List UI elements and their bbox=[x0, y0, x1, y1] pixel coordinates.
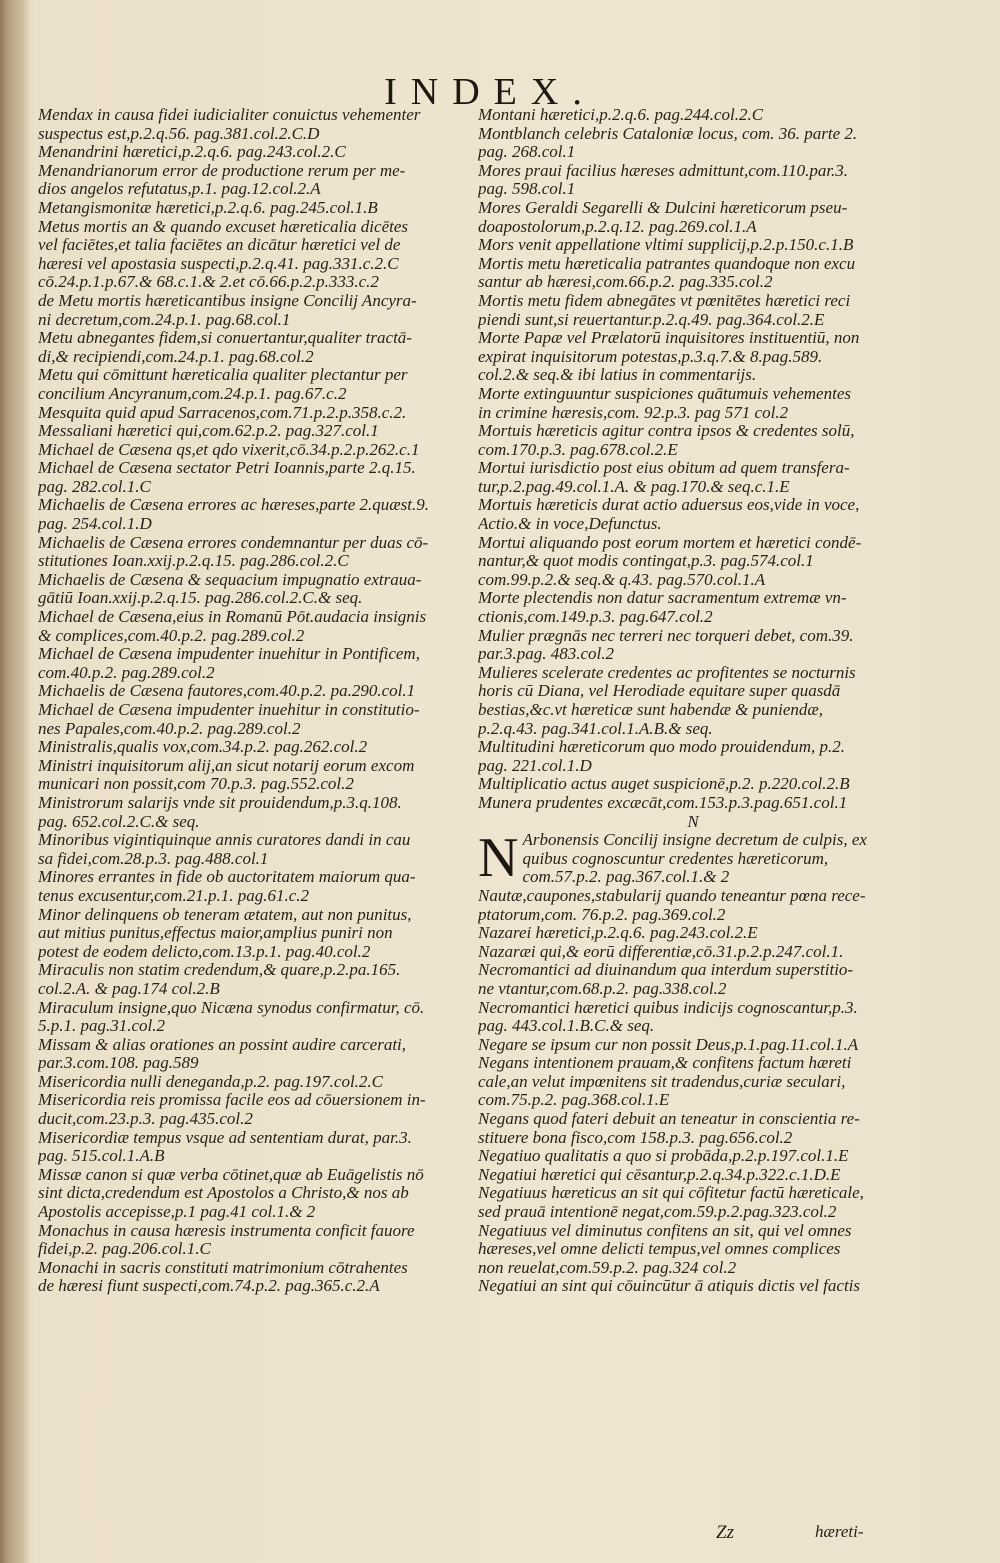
index-line: quibus cognoscuntur credentes hæreticorum, bbox=[522, 849, 829, 868]
index-line: Ministri inquisitorum alij,an sicut notarij eorum excom bbox=[38, 756, 415, 775]
index-line: ctionis,com.149.p.3. pag.647.col.2 bbox=[478, 608, 713, 627]
index-line: Montani hæretici,p.2.q.6. pag.244.col.2.C bbox=[478, 106, 764, 124]
index-line: Mores praui facilius hæreses admittunt,com.110.par.3. bbox=[478, 161, 849, 180]
index-line: sed prauā intentionē negat,com.59.p.2.pag.323.col.2 bbox=[478, 1203, 837, 1222]
index-line: & complices,com.40.p.2. pag.289.col.2 bbox=[38, 626, 305, 645]
index-line: Arbonensis Concilij insigne decretum de culpis, ex bbox=[522, 831, 867, 850]
index-line: Mendax in causa fidei iudicialiter conuictus vehementer bbox=[38, 106, 421, 124]
index-line: p.2.q.43. pag.341.col.1.A.B.& seq. bbox=[478, 719, 713, 738]
index-line: Metu abnegantes fidem,si conuertantur,qualiter tractā- bbox=[38, 329, 412, 348]
index-line: Morte Papæ vel Prælatorū inquisitores instituentiū, non bbox=[478, 329, 860, 348]
page-header: INDEX. bbox=[384, 71, 596, 113]
index-line: Mortui iurisdictio post eius obitum ad quem transfera- bbox=[478, 459, 850, 478]
index-line: Mulieres scelerate credentes ac profitentes se nocturnis bbox=[478, 663, 856, 682]
index-line: Mors venit appellatione vltimi supplicij,p.2.p.150.c.1.B bbox=[478, 236, 854, 255]
index-line: Metangismonitæ hæretici,p.2.q.6. pag.245.col.1.B bbox=[38, 198, 378, 217]
index-line: Michaelis de Cæsena errores ac hæreses,parte 2.quæst.9. bbox=[38, 496, 429, 515]
index-line: non reuelat,com.59.p.2. pag.324 col.2 bbox=[478, 1258, 737, 1277]
index-line: pag. 221.col.1.D bbox=[478, 756, 592, 775]
index-line: Mores Geraldi Segarelli & Dulcini hæreticorum pseu- bbox=[478, 198, 848, 217]
index-line: ducit,com.23.p.3. pag.435.col.2 bbox=[38, 1110, 253, 1129]
index-line: ni decretum,com.24.p.1. pag.68.col.1 bbox=[38, 310, 291, 329]
index-line: ne vtantur,com.68.p.2. pag.338.col.2 bbox=[478, 979, 727, 998]
index-line: expirat inquisitorum potestas,p.3.q.7.& 8.pag.589. bbox=[478, 347, 823, 366]
page-gutter-shadow bbox=[0, 0, 30, 1563]
index-line: nes Papales,com.40.p.2. pag.289.col.2 bbox=[38, 719, 301, 738]
index-line: Negans intentionem prauam,& confitens factum hæreti bbox=[478, 1054, 852, 1073]
drop-cap-initial: N bbox=[478, 827, 519, 890]
index-line: Mortis metu hæreticalia patrantes quandoque non excu bbox=[478, 254, 856, 273]
index-line: hæreses,vel omne delicti tempus,vel omnes complices bbox=[478, 1240, 841, 1259]
index-line: tur,p.2.pag.49.col.1.A. & pag.170.& seq.c.1.E bbox=[478, 477, 790, 496]
index-line: Nautæ,caupones,stabularij quando teneantur pœna rece- bbox=[478, 886, 866, 905]
index-line: Ministralis,qualis vox,com.34.p.2. pag.262.col.2 bbox=[38, 738, 368, 757]
index-line: 5.p.1. pag.31.col.2 bbox=[38, 1017, 166, 1036]
index-line: piendi sunt,si reuertantur.p.2.q.49. pag.364.col.2.E bbox=[478, 310, 825, 329]
index-line: Michael de Cæsena sectator Petri Ioannis,parte 2.q.15. bbox=[38, 459, 416, 478]
right-column-entries-n bbox=[478, 887, 908, 1296]
section-letter-heading: N bbox=[687, 811, 699, 831]
dropcap-entry-lines bbox=[478, 827, 908, 890]
index-line: bestias,&c.vt hæreticæ sunt habendæ & puniendæ, bbox=[478, 701, 824, 719]
index-line: Menandrini hæretici,p.2.q.6. pag.243.col.2.C bbox=[38, 143, 346, 162]
index-line: Michaelis de Cæsena fautores,com.40.p.2. pa.290.col.1 bbox=[38, 682, 416, 701]
index-line: Mortis metu fidem abnegātes vt pœnitētes hæretici reci bbox=[478, 291, 851, 310]
index-line: Michael de Cæsena,eius in Romanū Pōt.audacia insignis bbox=[38, 608, 427, 627]
index-line: ptatorum,com. 76.p.2. pag.369.col.2 bbox=[478, 905, 726, 924]
index-line: horis cū Diana, vel Herodiade equitare super quasdā bbox=[478, 682, 841, 701]
index-line: pag. 443.col.1.B.C.& seq. bbox=[478, 1017, 655, 1036]
index-line: Michael de Cæsena qs,et qdo vixerit,cō.34.p.2.p.262.c.1 bbox=[38, 440, 420, 459]
index-line: com.75.p.2. pag.368.col.1.E bbox=[478, 1091, 670, 1110]
index-line: Munera prudentes excæcāt,com.153.p.3.pag.651.col.1 bbox=[478, 793, 848, 812]
index-line: col.2.A. & pag.174 col.2.B bbox=[38, 979, 220, 998]
index-line: Morte plectendis non datur sacramentum extremæ vn- bbox=[478, 589, 847, 608]
index-line: tenus excusentur,com.21.p.1. pag.61.c.2 bbox=[38, 886, 310, 905]
index-line: com.99.p.2.& seq.& q.43. pag.570.col.1.A bbox=[478, 570, 766, 589]
index-line: Multitudini hæreticorum quo modo prouidendum, p.2. bbox=[478, 738, 846, 757]
index-line: potest de eodem delicto,com.13.p.1. pag.40.col.2 bbox=[38, 942, 371, 961]
index-line: Michael de Cæsena impudenter inuehitur in constitutio- bbox=[38, 701, 420, 719]
index-line: Montblanch celebris Cataloniæ locus, com. 36. parte 2. bbox=[478, 124, 858, 143]
index-line: Metu qui cōmittunt hæreticalia qualiter plectantur per bbox=[38, 366, 408, 385]
index-line: Actio.& in voce,Defunctus. bbox=[478, 515, 662, 534]
index-line: Negans quod fateri debuit an teneatur in conscientia re- bbox=[478, 1110, 860, 1129]
index-line: pag. 515.col.1.A.B bbox=[38, 1147, 165, 1166]
index-line: Minores errantes in fide ob auctoritatem maiorum qua- bbox=[38, 868, 416, 887]
index-line: Mortuis hæreticis agitur contra ipsos & credentes solū, bbox=[478, 422, 855, 441]
index-line: sint dicta,credendum est Apostolos a Christo,& nos ab bbox=[38, 1184, 409, 1203]
index-line: Misericordiæ tempus vsque ad sententiam durat, par.3. bbox=[38, 1128, 412, 1147]
index-line: Miraculum insigne,quo Nicæna synodus confirmatur, cō. bbox=[38, 998, 425, 1017]
dropcap-entry bbox=[478, 827, 908, 890]
index-line: Ministrorum salarijs vnde sit prouidendum,p.3.q.108. bbox=[38, 793, 402, 812]
index-line: Messaliani hæretici qui,com.62.p.2. pag.327.col.1 bbox=[38, 422, 379, 441]
index-line: stitutiones Ioan.xxij.p.2.q.15. pag.286.col.2.C bbox=[38, 552, 349, 571]
right-column-entries-m bbox=[478, 106, 908, 813]
index-line: Morte extinguuntur suspiciones quātumuis vehementes bbox=[478, 384, 851, 403]
index-line: pag. 282.col.1.C bbox=[38, 477, 151, 496]
index-line: Menandrianorum error de productione rerum per me- bbox=[38, 161, 406, 180]
index-line: Necromantici ad diuinandum qua interdum superstitio- bbox=[478, 961, 854, 980]
index-line: pag. 254.col.1.D bbox=[38, 515, 152, 534]
index-line: par.3.com.108. pag.589 bbox=[38, 1054, 199, 1073]
index-line: Michaelis de Cæsena & sequacium impugnatio extraua- bbox=[38, 570, 422, 589]
index-line: di,& recipiendi,com.24.p.1. pag.68.col.2 bbox=[38, 347, 314, 366]
index-line: com.57.p.2. pag.367.col.1.& 2 bbox=[522, 868, 730, 887]
index-line: Mortui aliquando post eorum mortem et hæretici condē- bbox=[478, 533, 862, 552]
index-line: fidei,p.2. pag.206.col.1.C bbox=[38, 1240, 211, 1259]
signature-mark: Zz bbox=[716, 1522, 734, 1543]
index-line: pag. 652.col.2.C.& seq. bbox=[38, 812, 200, 831]
index-line: Mortuis hæreticis durat actio aduersus eos,vide in voce, bbox=[478, 496, 860, 515]
index-line: Mesquita quid apud Sarracenos,com.71.p.2.p.358.c.2. bbox=[38, 403, 407, 422]
index-line: Metus mortis an & quando excuset hæreticalia dicētes bbox=[38, 217, 408, 236]
index-line: Missæ canon si quæ verba cōtinet,quæ ab Euāgelistis nō bbox=[38, 1165, 424, 1184]
index-line: com.170.p.3. pag.678.col.2.E bbox=[478, 440, 678, 459]
index-line: in crimine hæresis,com. 92.p.3. pag 571 col.2 bbox=[478, 403, 789, 422]
index-line: aut mitius punitus,effectus maior,amplius puniri non bbox=[38, 924, 393, 943]
left-index-column bbox=[38, 106, 468, 1296]
catchword: hæreti- bbox=[815, 1522, 864, 1541]
index-line: Negatiui an sint qui cōuincūtur ā atiquis dictis vel factis bbox=[478, 1277, 861, 1296]
index-line: Nazaræi qui,& eorū differentiæ,cō.31.p.2.p.247.col.1. bbox=[478, 942, 844, 961]
index-line: Misericordia reis promissa facile eos ad cōuersionem in- bbox=[38, 1091, 426, 1110]
index-line: de hæresi fiunt suspecti,com.74.p.2. pag.365.c.2.A bbox=[38, 1277, 380, 1296]
index-line: Mulier prægnās nec terreri nec torqueri debet, com.39. bbox=[478, 626, 854, 645]
index-line: Michael de Cæsena impudenter inuehitur in Pontificem, bbox=[38, 645, 420, 664]
right-index-column bbox=[478, 106, 908, 1296]
index-line: pag. 268.col.1 bbox=[478, 143, 576, 162]
index-line: cō.24.p.1.p.67.& 68.c.1.& 2.et cō.66.p.2.p.333.c.2 bbox=[38, 273, 379, 292]
index-line: Missam & alias orationes an possint audire carcerati, bbox=[38, 1035, 407, 1054]
index-line: Negatiuus vel diminutus confitens an sit, qui vel omnes bbox=[478, 1221, 852, 1240]
index-line: doapostolorum,p.2.q.12. pag.269.col.1.A bbox=[478, 217, 757, 236]
index-line: Negatiuus hæreticus an sit qui cōfitetur factū hæreticale, bbox=[478, 1184, 864, 1203]
index-line: par.3.pag. 483.col.2 bbox=[478, 645, 614, 664]
index-line: Nazarei hæretici,p.2.q.6. pag.243.col.2.E bbox=[478, 924, 758, 943]
index-line: cale,an velut impœnitens sit tradendus,curiæ seculari, bbox=[478, 1072, 846, 1091]
index-line: hæresi vel apostasia suspecti,p.2.q.41. pag.331.c.2.C bbox=[38, 254, 399, 273]
index-line: Necromantici hæretici quibus indicijs cognoscantur,p.3. bbox=[478, 998, 858, 1017]
index-line: Monachi in sacris constituti matrimonium cōtrahentes bbox=[38, 1258, 408, 1277]
index-line: Minoribus vigintiquinque annis curatores dandi in cau bbox=[38, 831, 411, 850]
index-line: municari non possit,com 70.p.3. pag.552.col.2 bbox=[38, 775, 354, 794]
index-line: vel faciētes,et talia faciētes an dicātur hæretici vel de bbox=[38, 236, 401, 255]
index-line: Multiplicatio actus auget suspicionē,p.2. p.220.col.2.B bbox=[478, 775, 850, 794]
index-line: concilium Ancyranum,com.24.p.1. pag.67.c.2 bbox=[38, 384, 347, 403]
index-line: Misericordia nulli deneganda,p.2. pag.197.col.2.C bbox=[38, 1072, 384, 1091]
index-line: sa fidei,com.28.p.3. pag.488.col.1 bbox=[38, 849, 269, 868]
index-line: Minor delinquens ob teneram ætatem, aut non punitus, bbox=[38, 905, 412, 924]
index-line: gātiū Ioan.xxij.p.2.q.15. pag.286.col.2.C.& seq. bbox=[38, 589, 363, 608]
index-line: stituere bona fisco,com 158.p.3. pag.656.col.2 bbox=[478, 1128, 793, 1147]
index-line: Negatiuo qualitatis a quo si probāda,p.2.p.197.col.1.E bbox=[478, 1147, 849, 1166]
index-line: santur ab hæresi,com.66.p.2. pag.335.col.2 bbox=[478, 273, 773, 292]
index-line: de Metu mortis hæreticantibus insigne Concilij Ancyra- bbox=[38, 291, 417, 310]
index-line: Negatiui hæretici qui cēsantur,p.2.q.34.p.322.c.1.D.E bbox=[478, 1165, 841, 1184]
index-line: nantur,& quot modis contingat,p.3. pag.574.col.1 bbox=[478, 552, 814, 571]
index-line: dios angelos refutatus,p.1. pag.12.col.2.A bbox=[38, 180, 321, 199]
index-line: pag. 598.col.1 bbox=[478, 180, 576, 199]
index-line: Monachus in causa hæresis instrumenta conficit fauore bbox=[38, 1221, 415, 1240]
index-line: Negare se ipsum cur non possit Deus,p.1.pag.11.col.1.A bbox=[478, 1035, 859, 1054]
index-line: com.40.p.2. pag.289.col.2 bbox=[38, 663, 215, 682]
index-line: col.2.& seq.& ibi latius in commentarijs. bbox=[478, 366, 757, 385]
index-line: suspectus est,p.2.q.56. pag.381.col.2.C.D bbox=[38, 124, 320, 143]
index-line: Apostolis accepisse,p.1 pag.41 col.1.& 2 bbox=[38, 1203, 316, 1222]
index-line: Miraculis non statim credendum,& quare,p.2.pa.165. bbox=[38, 961, 401, 980]
index-line: Michaelis de Cæsena errores condemnantur per duas cō- bbox=[38, 533, 429, 552]
